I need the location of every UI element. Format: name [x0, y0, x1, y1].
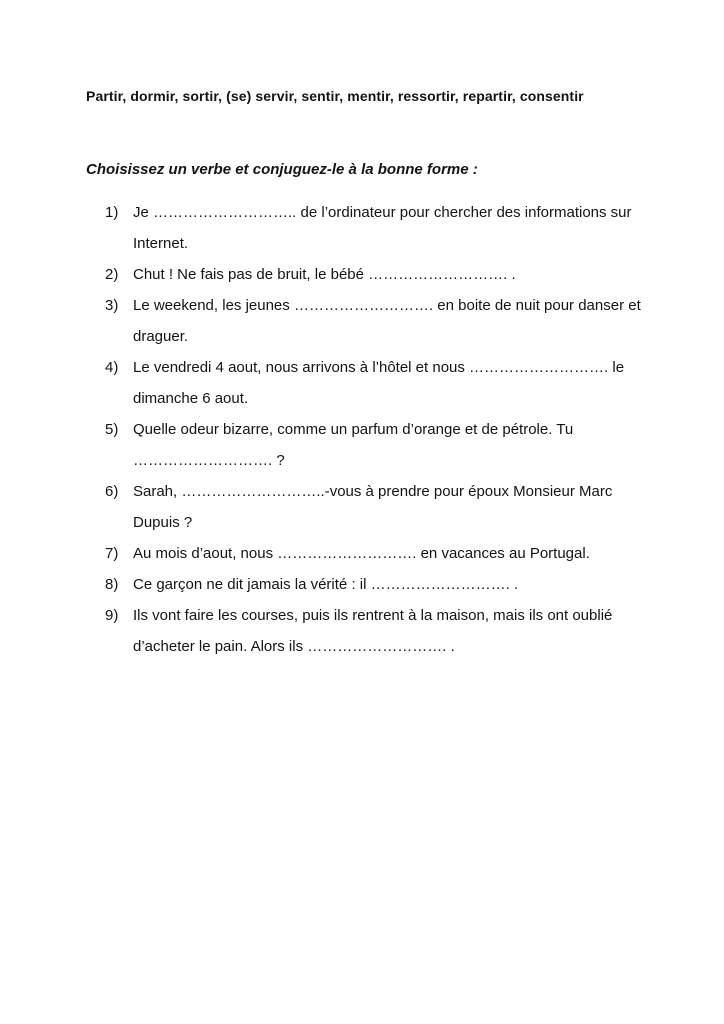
exercise-instruction: Choisissez un verbe et conjuguez-le à la bonne forme :	[86, 161, 478, 178]
item-number: 2)	[105, 266, 119, 283]
item-line: dimanche 6 aout.	[133, 390, 249, 407]
exercise-item-5	[86, 414, 666, 476]
verb-list-title: Partir, dormir, sortir, (se) servir, sentir, mentir, ressortir, repartir, consentir	[86, 88, 584, 104]
exercise-item-8	[86, 569, 666, 600]
item-line: Ils vont faire les courses, puis ils rentrent à la maison, mais ils ont oublié	[133, 607, 613, 624]
item-line: Au mois d’aout, nous ………………………. en vacances au Portugal.	[133, 545, 590, 562]
item-line: Sarah, ………………………..-vous à prendre pour époux Monsieur Marc	[133, 483, 613, 500]
exercise-item-4	[86, 352, 666, 414]
item-number: 6)	[105, 483, 119, 500]
item-line: Le vendredi 4 aout, nous arrivons à l’hôtel et nous ………………………. le	[133, 359, 625, 376]
exercise-item-7	[86, 538, 666, 569]
item-line: Je ……………………….. de l’ordinateur pour chercher des informations sur	[133, 204, 632, 221]
item-line: Ce garçon ne dit jamais la vérité : il ………………………. .	[133, 576, 519, 593]
item-number: 7)	[105, 545, 119, 562]
item-line: d’acheter le pain. Alors ils ………………………. .	[133, 638, 455, 655]
item-line: draguer.	[133, 328, 189, 345]
exercise-item-3	[86, 290, 666, 352]
item-number: 4)	[105, 359, 119, 376]
item-line: Internet.	[133, 235, 189, 252]
exercise-item-9	[86, 600, 666, 662]
exercise-item-6	[86, 476, 666, 538]
item-line: Quelle odeur bizarre, comme un parfum d’orange et de pétrole. Tu	[133, 421, 574, 438]
exercise-list	[86, 197, 666, 662]
item-number: 1)	[105, 204, 119, 221]
item-line: Le weekend, les jeunes ………………………. en boite de nuit pour danser et	[133, 297, 641, 314]
exercise-item-2	[86, 259, 666, 290]
item-number: 3)	[105, 297, 119, 314]
item-number: 9)	[105, 607, 119, 624]
item-number: 5)	[105, 421, 119, 438]
item-line: Dupuis ?	[133, 514, 193, 531]
exercise-item-1	[86, 197, 666, 259]
item-line: ………………………. ?	[133, 452, 285, 469]
item-line: Chut ! Ne fais pas de bruit, le bébé ………………………. .	[133, 266, 516, 283]
item-number: 8)	[105, 576, 119, 593]
